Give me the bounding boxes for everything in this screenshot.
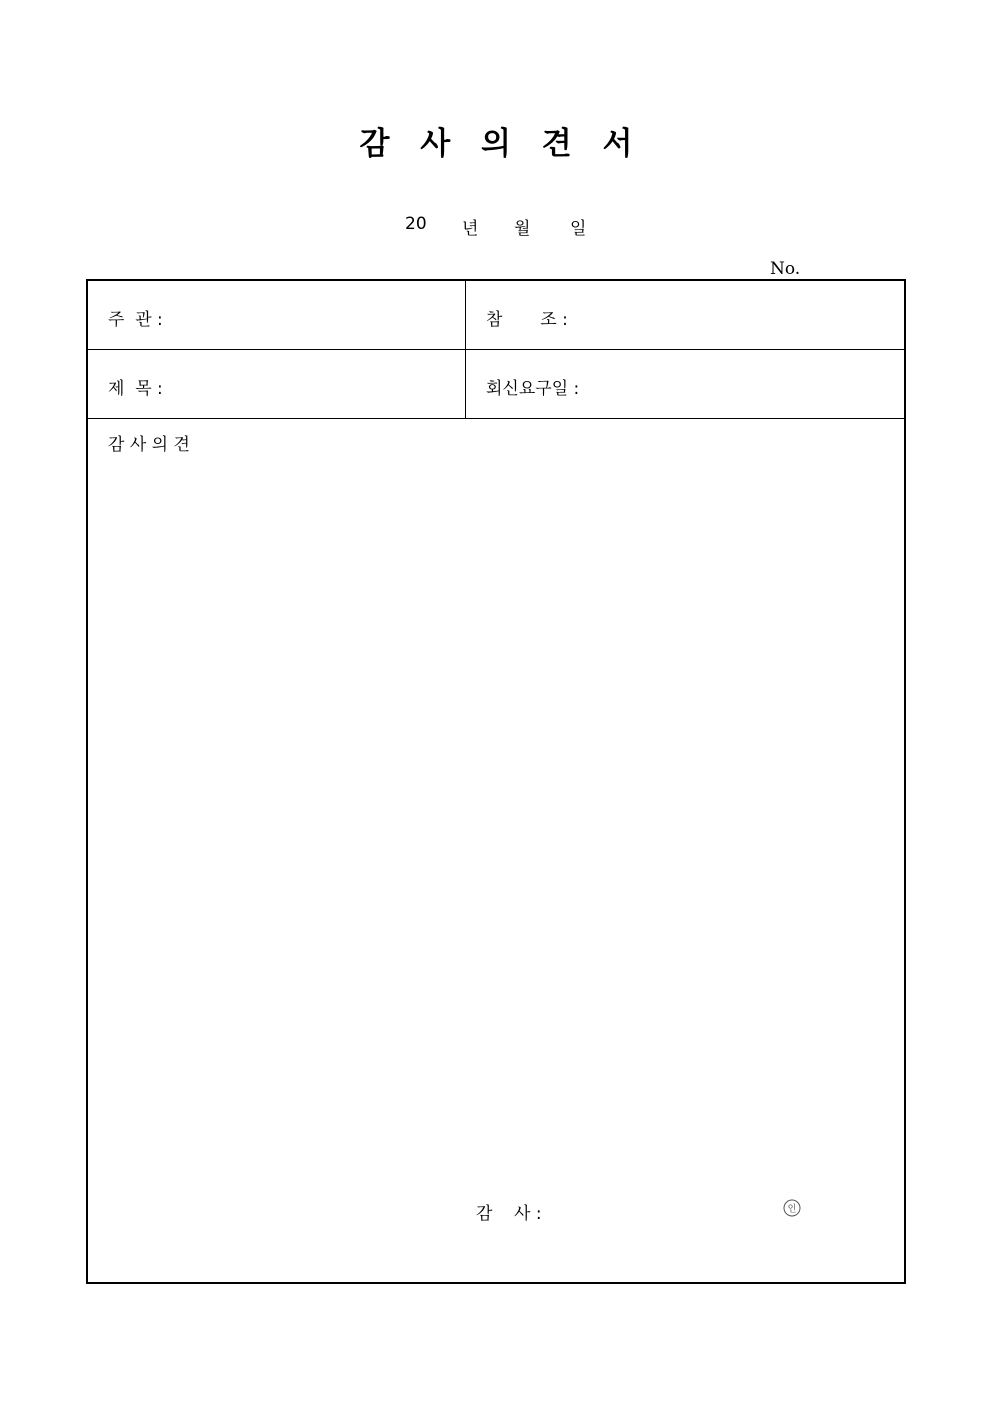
date-year-prefix: 20	[405, 214, 427, 234]
seal-text: 인	[787, 1204, 797, 1215]
date-year-label: 년	[462, 219, 479, 239]
opinion-body-area[interactable]	[108, 461, 884, 1181]
date-month-label: 월	[514, 219, 531, 239]
column-divider	[465, 281, 466, 419]
row-divider-1	[88, 349, 904, 350]
subject-field-label: 제 목 :	[108, 379, 163, 399]
date-day-label: 일	[570, 219, 587, 239]
auditor-field-label: 감 사 :	[476, 1204, 542, 1224]
opinion-field-label: 감 사 의 견	[108, 435, 190, 455]
row-divider-2	[88, 418, 904, 419]
reference-field-label: 참 조 :	[486, 310, 568, 330]
audit-opinion-form	[86, 279, 906, 1284]
document-number-label: No.	[770, 259, 801, 279]
host-field-label: 주 관 :	[108, 310, 163, 330]
document-date	[0, 214, 992, 238]
document-title: 감 사 의 견 서	[359, 126, 633, 162]
seal-icon	[783, 1199, 801, 1217]
reply-due-field-label: 회신요구일 :	[486, 379, 580, 399]
